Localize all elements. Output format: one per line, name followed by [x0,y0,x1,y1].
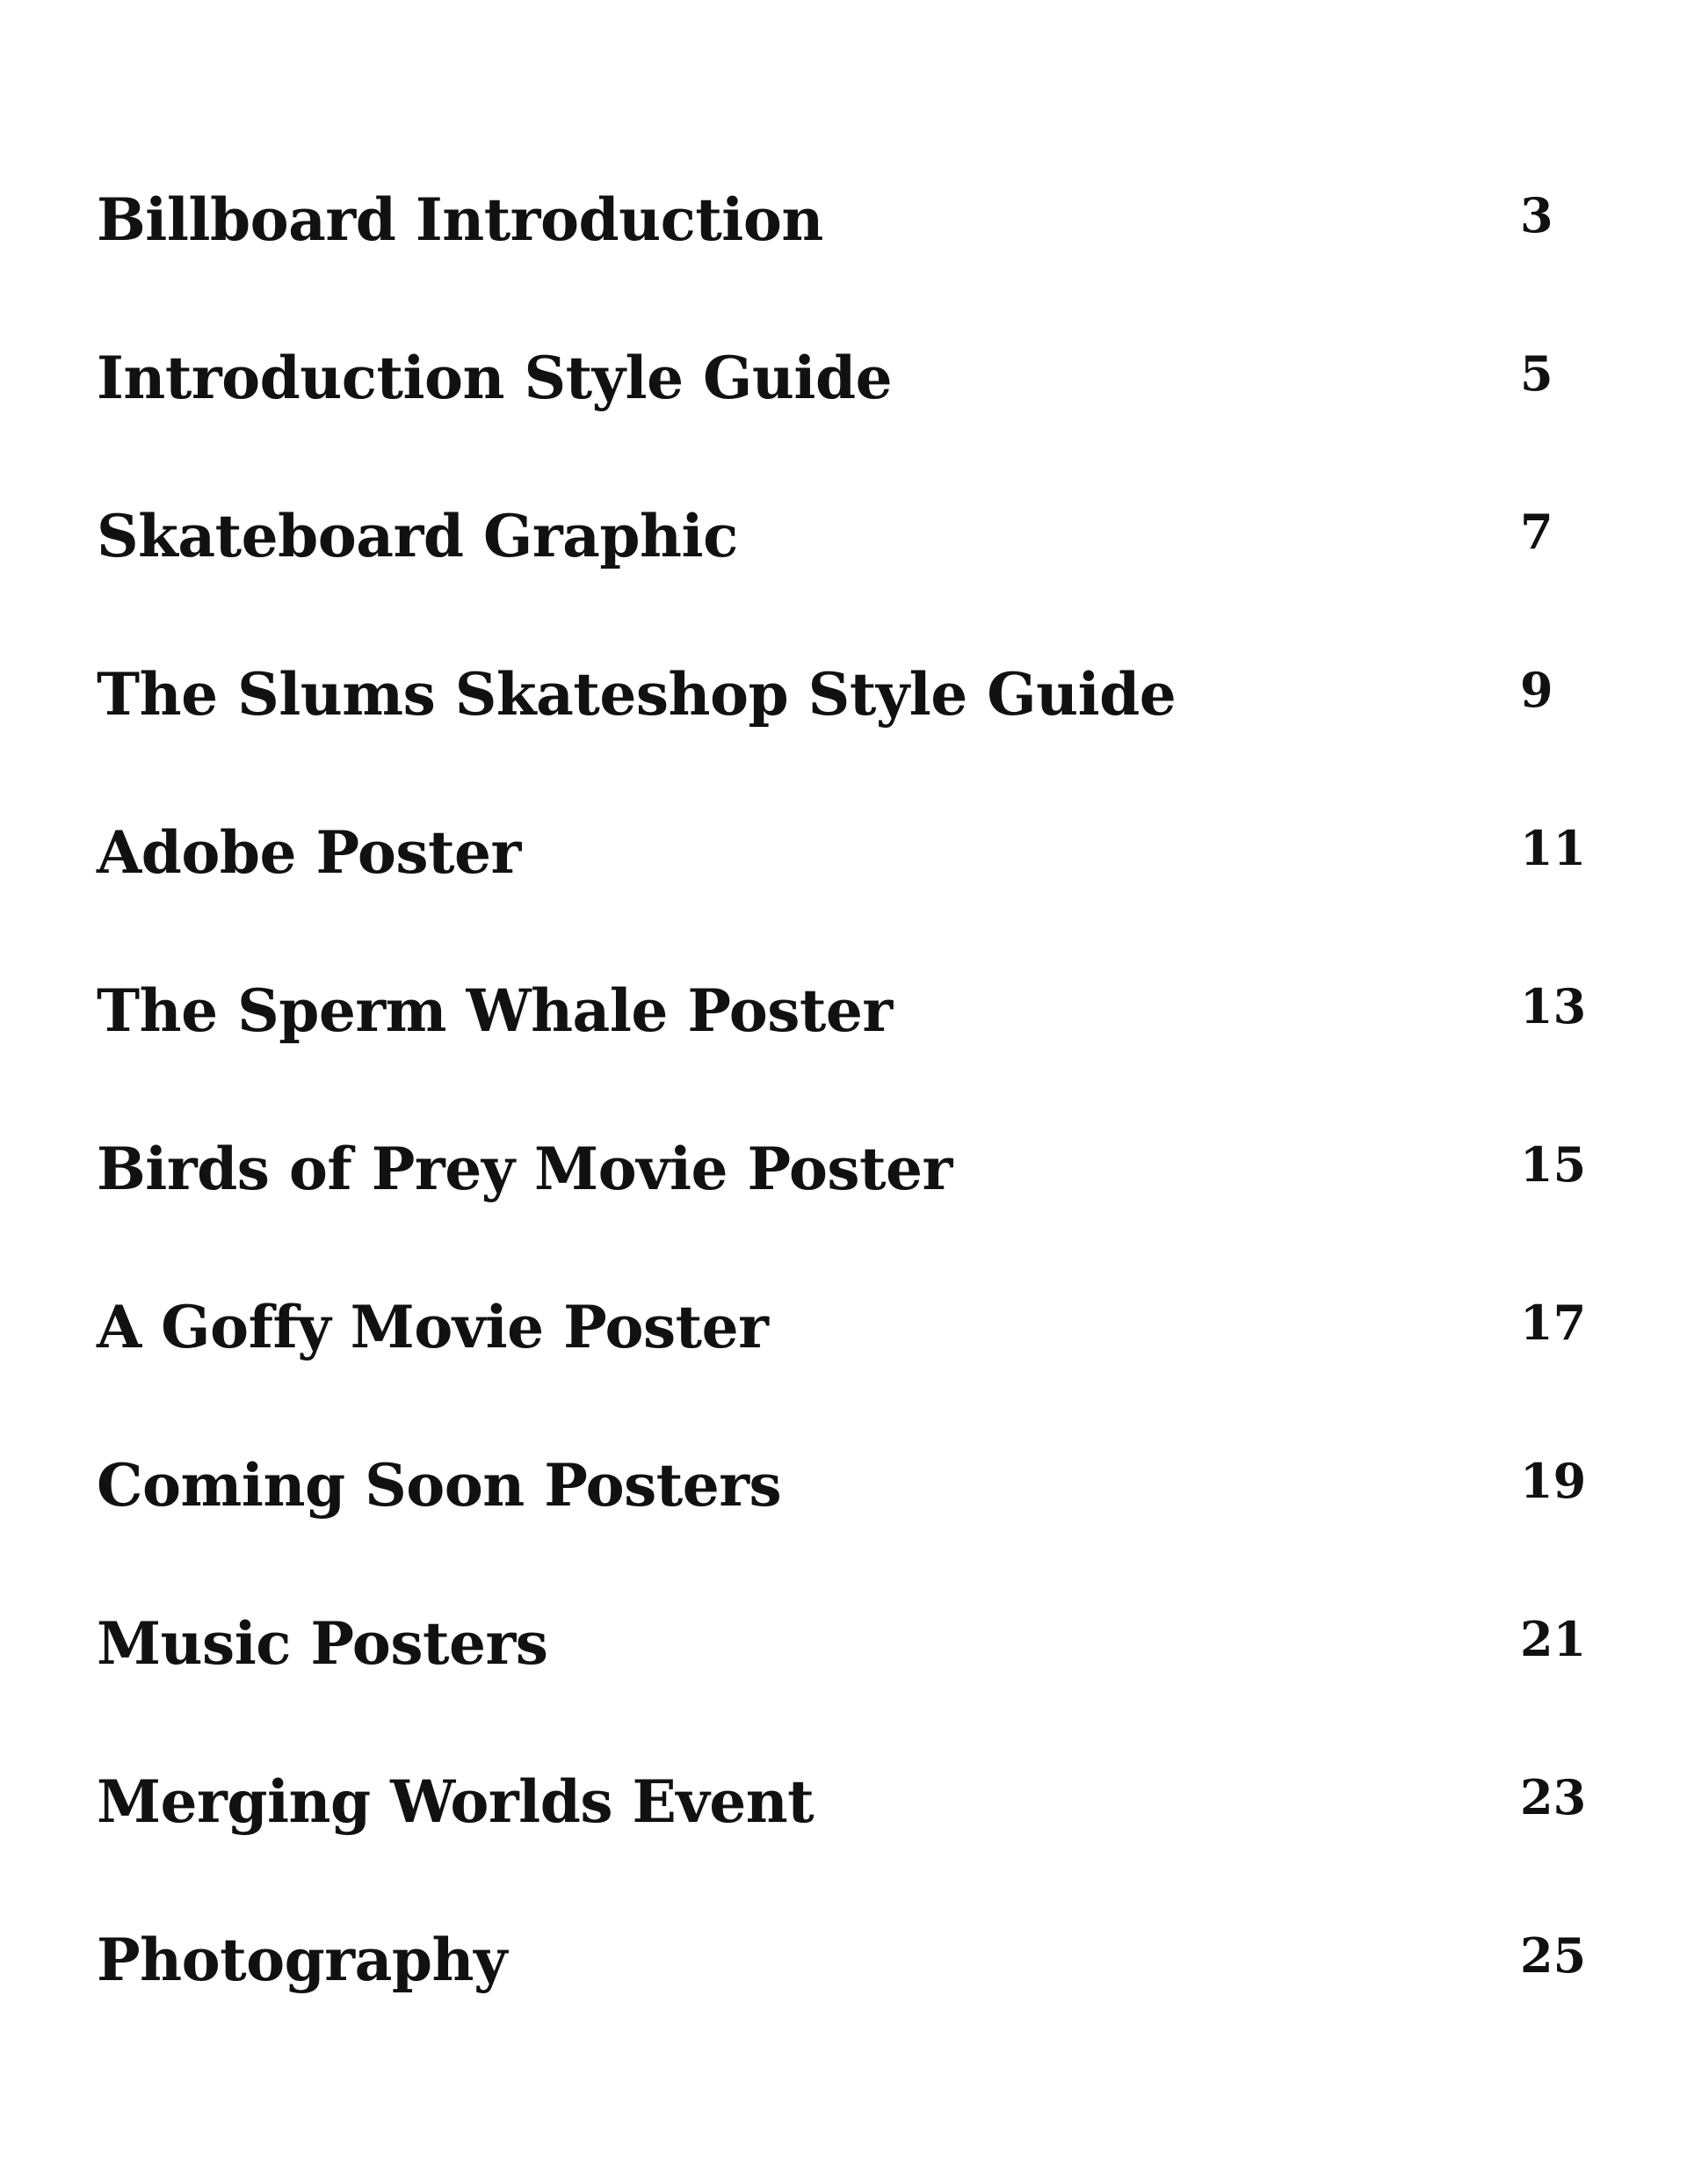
toc-entry-title: Introduction Style Guide [97,344,893,412]
toc-entry-page-number: 19 [1520,1453,1587,1509]
toc-entry-title: Adobe Poster [97,818,521,887]
toc-entry-page-number: 15 [1520,1136,1587,1193]
toc-entry-title: Birds of Prey Movie Poster [97,1135,952,1203]
toc-entry-title: Music Posters [97,1609,548,1678]
toc-entry[interactable] [97,1116,1590,1222]
toc-entry-page-number: 23 [1520,1769,1587,1825]
toc-entry-title: A Goffy Movie Poster [97,1293,769,1361]
toc-entry-page-number: 3 [1520,187,1553,243]
toc-entry[interactable] [97,1749,1590,1854]
toc-entry[interactable] [97,167,1590,272]
toc-entry[interactable] [97,1433,1590,1538]
toc-entry-page-number: 17 [1520,1295,1587,1351]
toc-entry-page-number: 5 [1520,345,1553,402]
toc-entry[interactable] [97,483,1590,589]
toc-entry-title: Skateboard Graphic [97,502,738,570]
toc-entry-page-number: 13 [1520,978,1587,1034]
toc-entry[interactable] [97,642,1590,747]
toc-entry[interactable] [97,958,1590,1063]
toc-entry-title: Photography [97,1926,507,1994]
toc-entry-title: The Slums Skateshop Style Guide [97,660,1177,729]
toc-entry-page-number: 21 [1520,1611,1587,1667]
toc-entry[interactable] [97,325,1590,431]
toc-entry-page-number: 11 [1520,820,1587,876]
toc-entry[interactable] [97,1591,1590,1696]
toc-entry-title: The Sperm Whale Poster [97,976,893,1045]
toc-entry-title: Billboard Introduction [97,185,823,254]
toc-entry-page-number: 25 [1520,1927,1587,1984]
toc-entry[interactable] [97,1907,1590,2013]
toc-entry-page-number: 9 [1520,662,1553,718]
toc-entry[interactable] [97,1274,1590,1380]
toc-entry-title: Merging Worlds Event [97,1767,815,1836]
toc-entry[interactable] [97,800,1590,905]
toc-entry-page-number: 7 [1520,504,1553,560]
toc-entry-title: Coming Soon Posters [97,1451,782,1520]
